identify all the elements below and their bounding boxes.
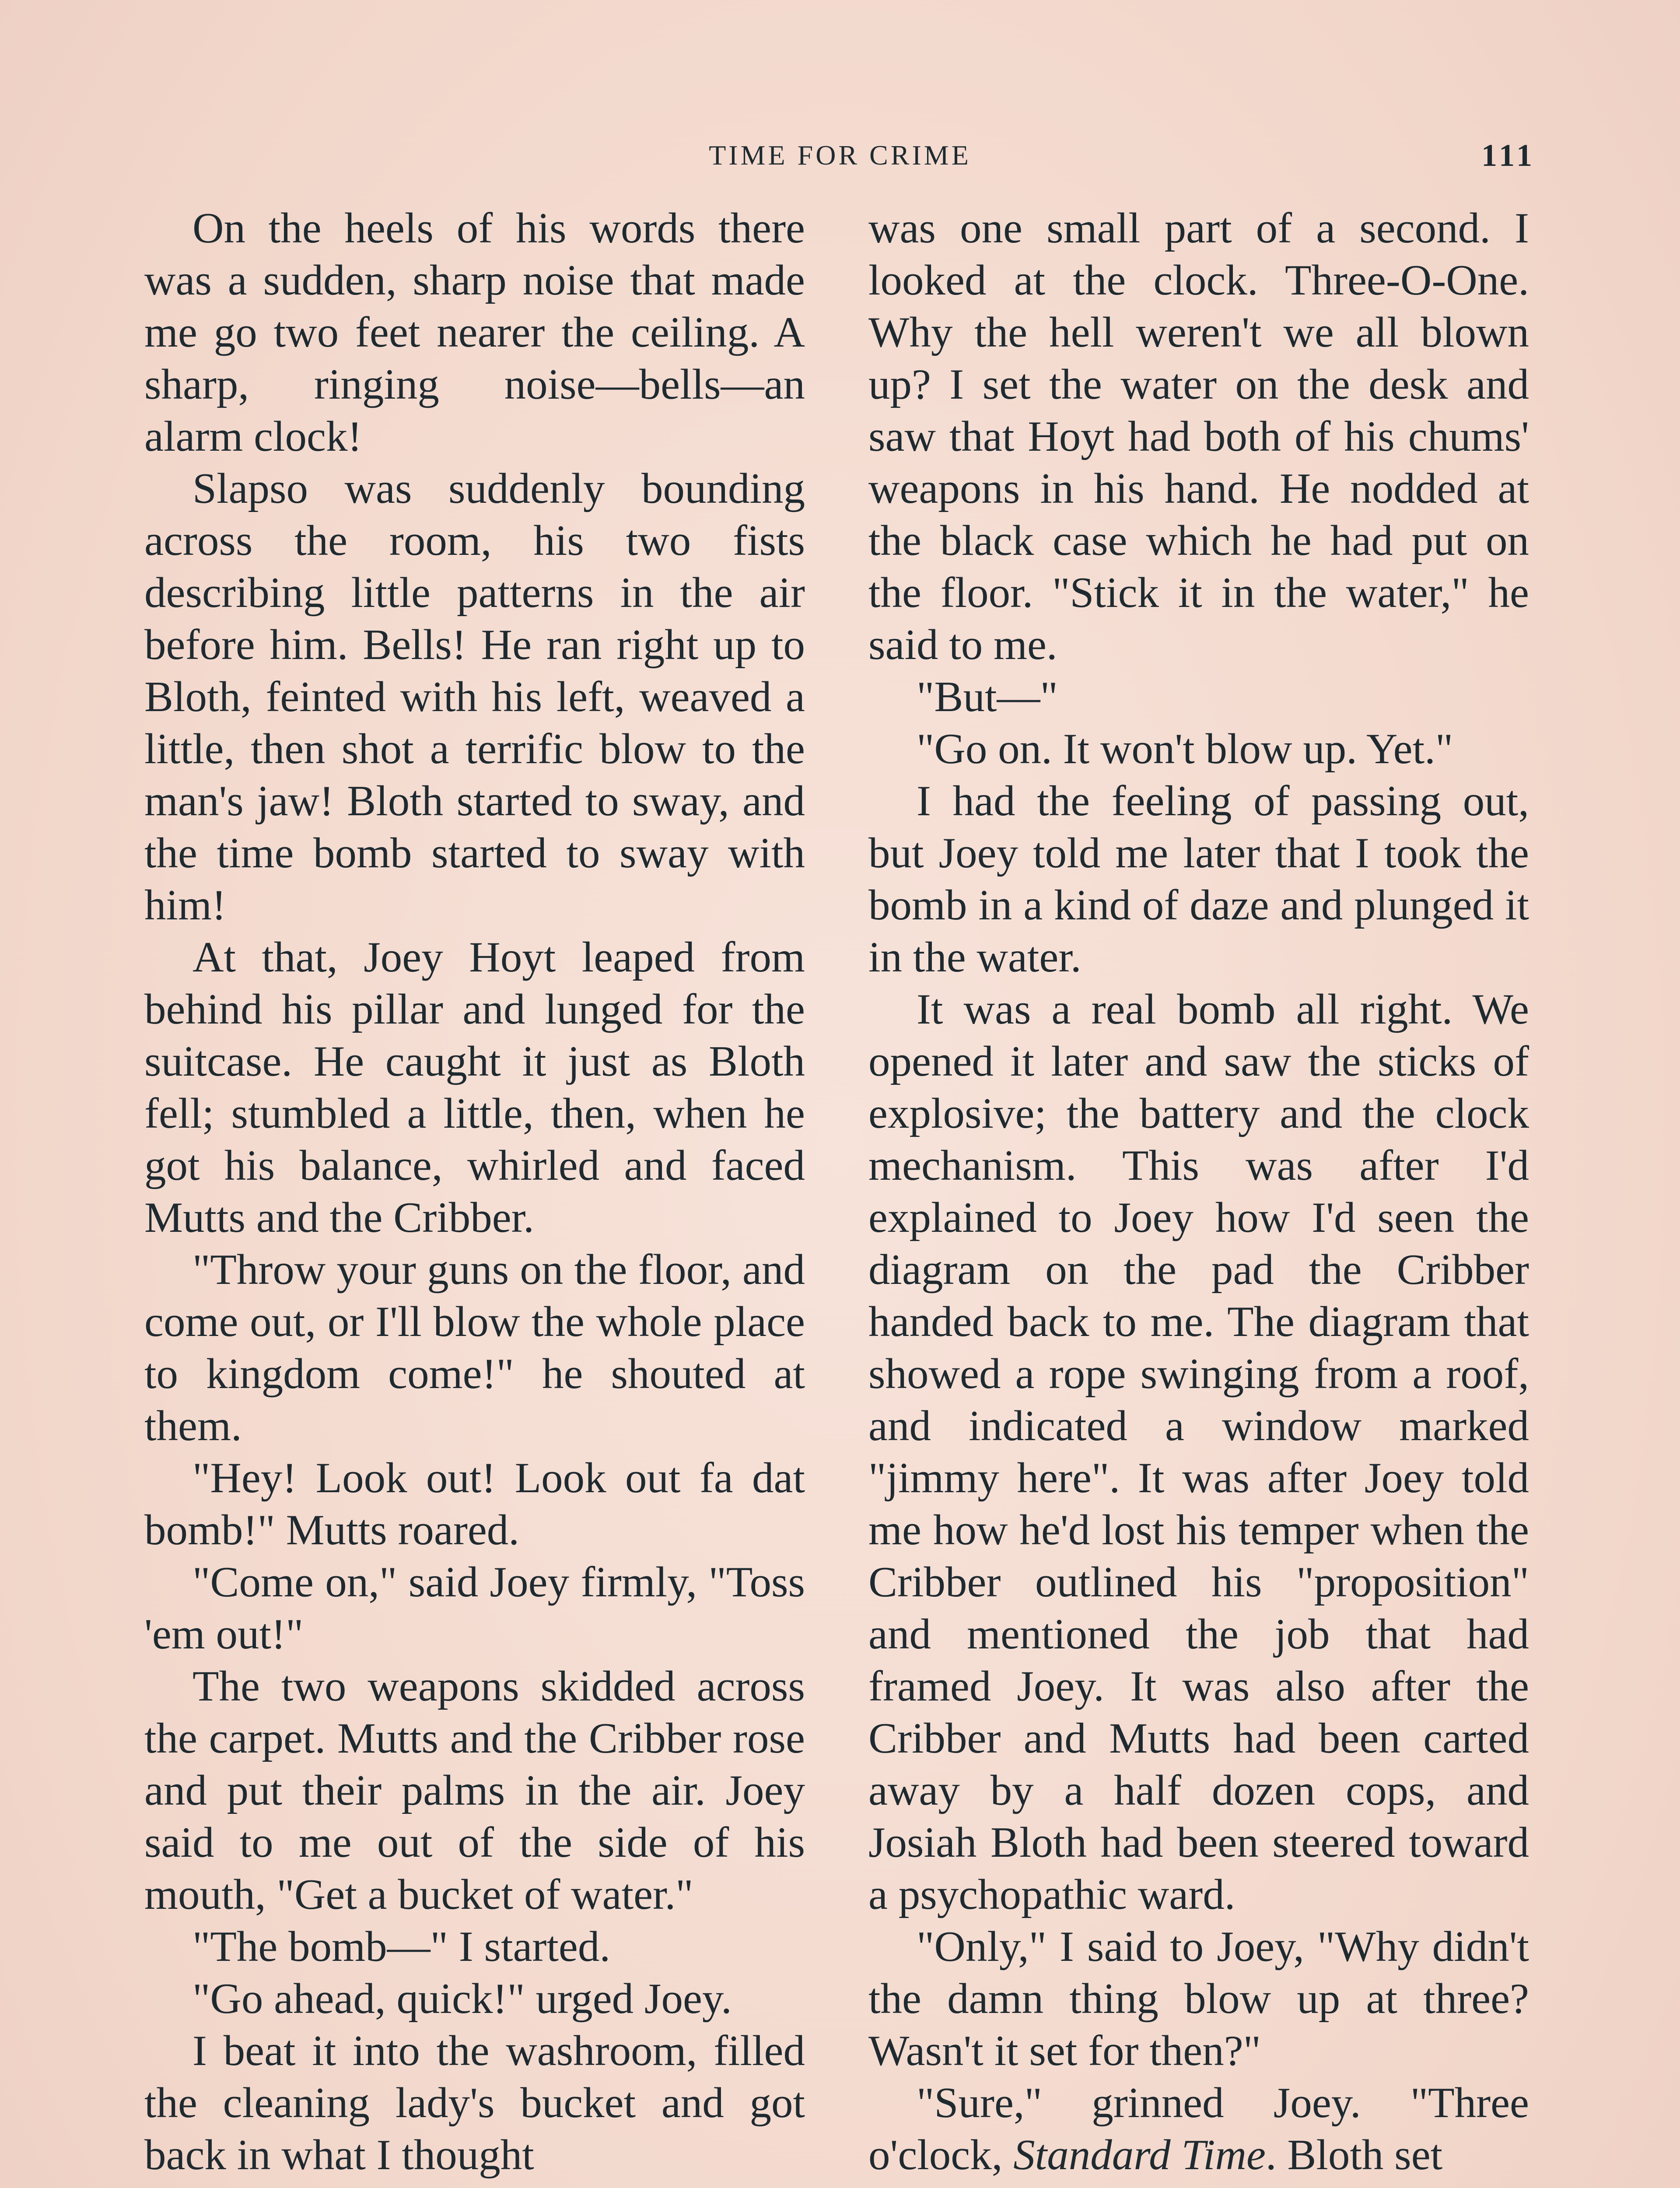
paragraph: "Only," I said to Joey, "Why didn't the damn thing blow up at three? Wasn't it set for then?" — [868, 1923, 1529, 2075]
paragraph: "Hey! Look out! Look out fa dat bomb!" Mutts roared. — [144, 1454, 805, 1554]
paragraph: At that, Joey Hoyt leaped from behind his pillar and lunged for the suitcase. He caught it just as Bloth fell; stumbled a little, then, when he got his balance, whirled and faced Mutts and the Cribber. — [144, 933, 805, 1241]
paragraph: "Go on. It won't blow up. Yet." — [917, 725, 1453, 773]
paragraph: On the heels of his words there was a sudden, sharp noise that made me go two feet nearer the ceiling. A sharp, ringing noise—bells—an alarm clock! — [144, 204, 805, 460]
final-text-end: . Bloth set — [1265, 2131, 1443, 2179]
running-head — [144, 131, 1536, 179]
final-text-start: "Sure," grinned Joey. "Three o'clock, — [868, 2079, 1529, 2179]
right-column — [868, 202, 1529, 2181]
final-paragraph — [868, 2077, 1529, 2181]
paragraph: Slapso was suddenly bounding across the room, his two fists describing little patterns in the air before him. Bells! He ran right up to Bloth, feinted with his left, weaved a little, then shot a terrific blow to the man's jaw! Bloth started to sway, and the time bomb started to sway with him! — [144, 465, 805, 929]
paragraph: "The bomb—" I started. — [192, 1923, 611, 1971]
running-title: TIME FOR CRIME — [709, 140, 971, 171]
left-column — [144, 202, 805, 2181]
paragraph: I had the feeling of passing out, but Joey told me later that I took the bomb in a kind of daze and plunged it in the water. — [868, 777, 1529, 981]
paragraph: "Throw your guns on the floor, and come out, or I'll blow the whole place to kingdom come!" he shouted at them. — [144, 1246, 805, 1450]
paragraph: "Come on," said Joey firmly, "Toss 'em out!" — [144, 1558, 805, 1658]
paragraph: It was a real bomb all right. We opened it later and saw the sticks of explosive; the battery and the clock mechanism. This was after I'd explained to Joey how I'd seen the diagram on the pad the Cribber handed back to me. The diagram that showed a rope swinging from a roof, and indicated a window marked "jimmy here". It was after Joey told me how he'd lost his temper when the Cribber outlined his "proposition" and mentioned the job that had framed Joey. It was also after the Cribber and Mutts had been carted away by a half dozen cops, and Josiah Bloth had been steered toward a psychopathic ward. — [868, 985, 1529, 1918]
italic-phrase: Standard Time — [1013, 2131, 1266, 2179]
continued-paragraph: was one small part of a second. I looked at the clock. Three-O-One. Why the hell weren't we all blown up? I set the water on the desk and saw that Hoyt had both of his chums' weapons in his hand. He nodded at the black case which he had put on the floor. "Stick it in the water," he said to me. — [868, 204, 1529, 669]
paragraph: "But—" — [917, 673, 1058, 721]
paragraph: I beat it into the washroom, filled the cleaning lady's bucket and got back in what I thought — [144, 2027, 805, 2179]
paragraph: "Go ahead, quick!" urged Joey. — [192, 1975, 732, 2023]
page-number: 111 — [1481, 138, 1536, 173]
paragraph: The two weapons skidded across the carpet. Mutts and the Cribber rose and put their palms in the air. Joey said to me out of the side of his mouth, "Get a bucket of water." — [144, 1662, 805, 1918]
